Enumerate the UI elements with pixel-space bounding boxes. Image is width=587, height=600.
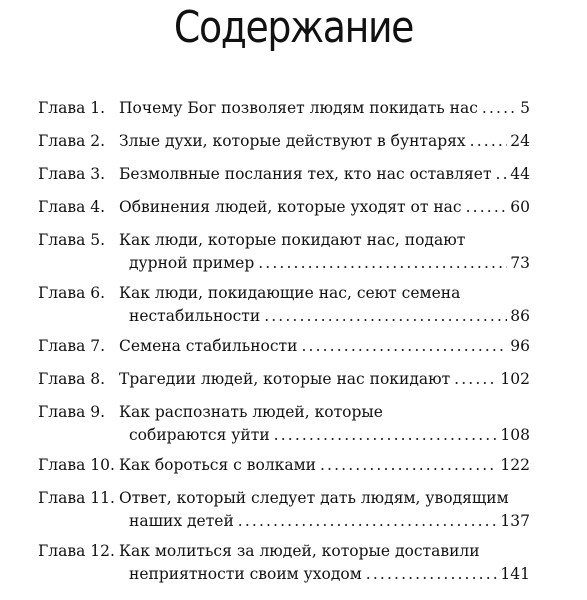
- chapter-title-continued: нестабильности: [129, 307, 261, 325]
- page-number: 122: [500, 456, 530, 474]
- chapter-title: Как люди, покидающие нас, сеют семена: [119, 284, 461, 302]
- chapter-label: Глава 2.: [38, 132, 106, 150]
- chapter-label: Глава 3.: [38, 165, 106, 183]
- chapter-body: [119, 196, 530, 219]
- page-number: 102: [500, 370, 530, 388]
- toc-entry-10[interactable]: [38, 454, 530, 477]
- page-number: 141: [500, 565, 530, 583]
- chapter-title-line: [119, 130, 530, 153]
- dot-leader: [466, 196, 508, 219]
- toc-entry-6[interactable]: [38, 282, 530, 328]
- page-number: 137: [500, 512, 530, 530]
- toc-entry-9[interactable]: [38, 401, 530, 447]
- chapter-title: Как бороться с волками: [119, 456, 316, 474]
- dot-leader: [301, 335, 507, 358]
- dot-leader: [482, 97, 517, 120]
- chapter-title-line: [119, 368, 530, 391]
- chapter-body: [119, 487, 530, 533]
- toc-entry-1[interactable]: [38, 97, 530, 120]
- chapter-title-line: [119, 163, 530, 186]
- page-title: Содержание: [173, 2, 414, 53]
- chapter-title-line: [119, 454, 530, 477]
- chapter-body: [119, 401, 530, 447]
- chapter-title-line: [119, 540, 530, 563]
- chapter-title-line: [119, 335, 530, 358]
- chapter-body: [119, 97, 530, 120]
- chapter-title-continued: собираются уйти: [129, 426, 270, 444]
- chapter-label: Глава 8.: [38, 370, 106, 388]
- chapter-title-line: [119, 229, 530, 252]
- chapter-title-line: [119, 97, 530, 120]
- dot-leader: [470, 130, 508, 153]
- page-number: 73: [510, 254, 530, 272]
- toc-entry-5[interactable]: [38, 229, 530, 275]
- page-number: 5: [520, 99, 530, 117]
- chapter-label: Глава 6.: [38, 284, 106, 302]
- chapter-title-line-continued: [119, 305, 530, 328]
- dot-leader: [274, 424, 498, 447]
- chapter-title-line-continued: [119, 510, 530, 533]
- toc-entry-4[interactable]: [38, 196, 530, 219]
- dot-leader: [496, 163, 508, 186]
- chapter-title: Безмолвные послания тех, кто нас оставляет: [119, 165, 492, 183]
- chapter-title-continued: неприятности своим уходом: [129, 565, 362, 583]
- page-number: 86: [510, 307, 530, 325]
- chapter-title-line-continued: [119, 424, 530, 447]
- chapter-label: Глава 4.: [38, 198, 106, 216]
- chapter-label: Глава 9.: [38, 403, 106, 421]
- chapter-label: Глава 12.: [38, 542, 115, 560]
- toc-entry-8[interactable]: [38, 368, 530, 391]
- chapter-body: [119, 540, 530, 586]
- chapter-label: Глава 5.: [38, 231, 106, 249]
- chapter-body: [119, 163, 530, 186]
- chapter-title: Обвинения людей, которые уходят от нас: [119, 198, 462, 216]
- toc-entry-3[interactable]: [38, 163, 530, 186]
- toc-entry-11[interactable]: [38, 487, 530, 533]
- chapter-body: [119, 454, 530, 477]
- chapter-label: Глава 11.: [38, 489, 115, 507]
- chapter-title-continued: наших детей: [129, 512, 234, 530]
- chapter-title-line: [119, 487, 530, 510]
- chapter-title-line: [119, 196, 530, 219]
- chapter-body: [119, 130, 530, 153]
- toc-entry-2[interactable]: [38, 130, 530, 153]
- chapter-title: Трагедии людей, которые нас покидают: [119, 370, 451, 388]
- chapter-body: [119, 282, 530, 328]
- dot-leader: [264, 305, 507, 328]
- chapter-body: [119, 368, 530, 391]
- page-number: 44: [510, 165, 530, 183]
- chapter-title: Ответ, который следует дать людям, уводящим: [119, 489, 509, 507]
- chapter-title: Как молиться за людей, которые доставили: [119, 542, 480, 560]
- table-of-contents: [38, 97, 530, 593]
- page-number: 108: [500, 426, 530, 444]
- chapter-title: Злые духи, которые действуют в бунтарях: [119, 132, 466, 150]
- chapter-title: Почему Бог позволяет людям покидать нас: [119, 99, 478, 117]
- chapter-body: [119, 335, 530, 358]
- chapter-label: Глава 1.: [38, 99, 106, 117]
- dot-leader: [320, 454, 497, 477]
- chapter-title: Как распознать людей, которые: [119, 403, 383, 421]
- chapter-title: Семена стабильности: [119, 337, 298, 355]
- chapter-label: Глава 10.: [38, 456, 115, 474]
- dot-leader: [366, 563, 498, 586]
- chapter-body: [119, 229, 530, 275]
- dot-leader: [238, 510, 498, 533]
- page-number: 96: [510, 337, 530, 355]
- dot-leader: [454, 368, 497, 391]
- dot-leader: [258, 252, 507, 275]
- chapter-label: Глава 7.: [38, 337, 106, 355]
- toc-entry-12[interactable]: [38, 540, 530, 586]
- page-number: 60: [510, 198, 530, 216]
- chapter-title: Как люди, которые покидают нас, подают: [119, 231, 466, 249]
- page-number: 24: [510, 132, 530, 150]
- chapter-title-line-continued: [119, 563, 530, 586]
- chapter-title-continued: дурной пример: [129, 254, 255, 272]
- chapter-title-line: [119, 401, 530, 424]
- chapter-title-line: [119, 282, 530, 305]
- chapter-title-line-continued: [119, 252, 530, 275]
- toc-entry-7[interactable]: [38, 335, 530, 358]
